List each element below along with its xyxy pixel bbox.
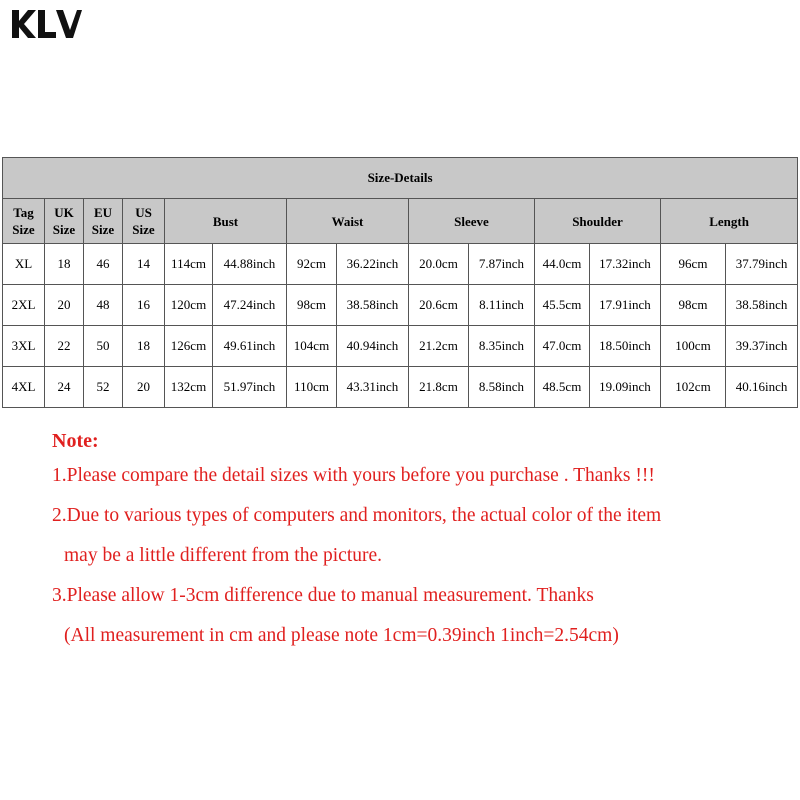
- table-cell: 16: [123, 285, 165, 326]
- header-waist: Waist: [287, 199, 409, 244]
- table-cell: 38.58inch: [337, 285, 409, 326]
- table-cell: 45.5cm: [535, 285, 590, 326]
- table-cell: 24: [45, 367, 84, 408]
- table-cell: 120cm: [165, 285, 213, 326]
- table-cell: 100cm: [661, 326, 726, 367]
- note-line-2: 2.Due to various types of computers and monitors, the actual color of the item: [52, 505, 662, 526]
- table-cell: 39.37inch: [726, 326, 798, 367]
- note-title: Note:: [52, 430, 99, 452]
- note-line-2-continued: may be a little different from the picture.: [64, 545, 383, 566]
- note-line-4: (All measurement in cm and please note 1cm=0.39inch 1inch=2.54cm): [64, 625, 619, 646]
- table-cell: 18.50inch: [590, 326, 661, 367]
- notes-section: [52, 426, 792, 656]
- table-cell: 37.79inch: [726, 244, 798, 285]
- table-cell: 21.2cm: [409, 326, 469, 367]
- header-eu-size: EU Size: [84, 199, 123, 244]
- table-cell: 3XL: [3, 326, 45, 367]
- table-cell: 20: [45, 285, 84, 326]
- table-cell: 110cm: [287, 367, 337, 408]
- table-cell: 126cm: [165, 326, 213, 367]
- table-cell: 104cm: [287, 326, 337, 367]
- table-cell: 47.24inch: [213, 285, 287, 326]
- table-cell: 38.58inch: [726, 285, 798, 326]
- table-cell: 44.0cm: [535, 244, 590, 285]
- table-cell: 17.32inch: [590, 244, 661, 285]
- table-cell: 21.8cm: [409, 367, 469, 408]
- table-cell: 114cm: [165, 244, 213, 285]
- table-cell: 43.31inch: [337, 367, 409, 408]
- table-cell: 46: [84, 244, 123, 285]
- table-cell: 44.88inch: [213, 244, 287, 285]
- table-cell: 50: [84, 326, 123, 367]
- table-cell: 102cm: [661, 367, 726, 408]
- table-cell: 14: [123, 244, 165, 285]
- table-cell: 19.09inch: [590, 367, 661, 408]
- table-cell: 52: [84, 367, 123, 408]
- table-cell: 20.6cm: [409, 285, 469, 326]
- table-cell: 18: [45, 244, 84, 285]
- table-row: [3, 326, 798, 367]
- table-cell: 48.5cm: [535, 367, 590, 408]
- brand-logo: [12, 8, 82, 40]
- table-cell: 7.87inch: [469, 244, 535, 285]
- table-cell: 98cm: [661, 285, 726, 326]
- header-length: Length: [661, 199, 798, 244]
- table-cell: XL: [3, 244, 45, 285]
- note-line-3: 3.Please allow 1-3cm difference due to manual measurement. Thanks: [52, 585, 594, 606]
- table-title: Size-Details: [3, 158, 798, 199]
- table-cell: 8.58inch: [469, 367, 535, 408]
- table-cell: 2XL: [3, 285, 45, 326]
- table-cell: 51.97inch: [213, 367, 287, 408]
- table-cell: 132cm: [165, 367, 213, 408]
- note-line-1: 1.Please compare the detail sizes with yours before you purchase . Thanks !!!: [52, 465, 655, 486]
- table-cell: 36.22inch: [337, 244, 409, 285]
- table-row: [3, 244, 798, 285]
- table-cell: 92cm: [287, 244, 337, 285]
- size-details-table: [2, 157, 798, 408]
- header-shoulder: Shoulder: [535, 199, 661, 244]
- header-us-size: US Size: [123, 199, 165, 244]
- table-cell: 18: [123, 326, 165, 367]
- table-cell: 17.91inch: [590, 285, 661, 326]
- table-cell: 8.35inch: [469, 326, 535, 367]
- header-row: [3, 199, 798, 244]
- table-cell: 47.0cm: [535, 326, 590, 367]
- table-cell: 40.16inch: [726, 367, 798, 408]
- table-cell: 96cm: [661, 244, 726, 285]
- table-cell: 40.94inch: [337, 326, 409, 367]
- table-row: [3, 367, 798, 408]
- table-cell: 20: [123, 367, 165, 408]
- table-cell: 49.61inch: [213, 326, 287, 367]
- table-cell: 20.0cm: [409, 244, 469, 285]
- table-cell: 8.11inch: [469, 285, 535, 326]
- header-bust: Bust: [165, 199, 287, 244]
- header-tag-size: Tag Size: [3, 199, 45, 244]
- table-cell: 22: [45, 326, 84, 367]
- table-cell: 48: [84, 285, 123, 326]
- header-uk-size: UK Size: [45, 199, 84, 244]
- table-row: [3, 285, 798, 326]
- table-cell: 4XL: [3, 367, 45, 408]
- header-sleeve: Sleeve: [409, 199, 535, 244]
- table-cell: 98cm: [287, 285, 337, 326]
